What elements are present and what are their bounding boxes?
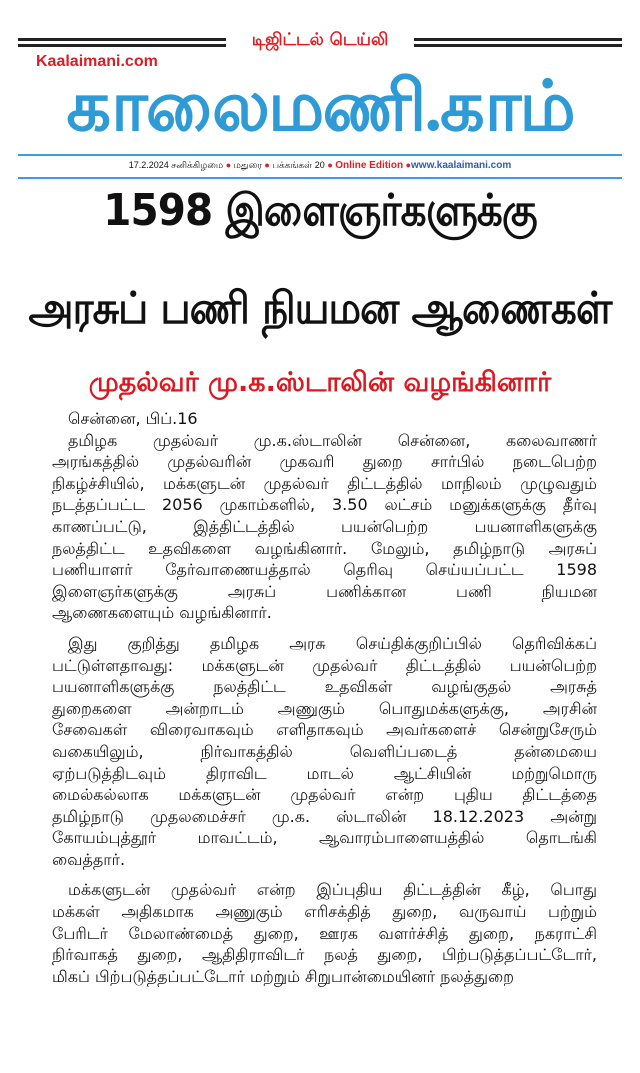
text-line: பட்டுள்ளதாவது: மக்களுடன் முதல்வர் திட்டத்தில் பயன்பெற்ற xyxy=(52,655,597,675)
article-body xyxy=(52,408,597,987)
text-line: துறைகளை அன்றாடம் அணுகும் பொதுமக்களுக்கு, அரசின் xyxy=(52,698,597,718)
text-line: அரங்கத்தில் முதல்வரின் முகவரி துறை சார்பில் நடைபெற்ற xyxy=(52,452,597,472)
text-line: மைல்கல்லாக மக்களுடன் முதல்வர் என்ற புதிய திட்டத்தை xyxy=(52,785,597,805)
text-line: வகையிலும், நிர்வாகத்தில் வெளிப்படைத் தன்மையை xyxy=(52,741,597,761)
article-paragraph xyxy=(52,879,597,987)
website-link[interactable]: www.kaalaimani.com xyxy=(411,160,512,171)
bullet-icon: ● xyxy=(225,160,232,170)
text-line: கோயம்புத்தூர் மாவட்டம், ஆவாரம்பாளையத்தில் தொடங்கி xyxy=(52,828,597,848)
text-line: ஆணைகளையும் வழங்கினார். xyxy=(52,603,272,623)
headline-line-1: 1598 இளைஞர்களுக்கு xyxy=(103,185,537,236)
text-line: ஏற்படுத்திடவும் திராவிட மாடல் ஆட்சியின் மற்றுமொரு xyxy=(52,763,597,783)
newspaper-logo: காலைமணி.காம் xyxy=(66,69,574,146)
text-line: நிர்வாகத் துறை, ஆதிதிராவிடர் நலத் துறை, பிற்படுத்தப்பட்டோர், xyxy=(52,945,597,965)
site-url: Kaalaimani.com xyxy=(36,53,158,70)
text-line: தமிழக முதல்வர் மு.க.ஸ்டாலின் சென்னை, கலைவாணர் xyxy=(68,430,597,450)
text-line: மிகப் பிற்படுத்தப்பட்டோர் மற்றும் சிறுபான்மையினர் நலத்துறை xyxy=(52,966,514,986)
text-line: நடத்தப்பட்ட 2056 முகாம்களில், 3.50 லட்சம் மனுக்களுக்கு தீர்வு xyxy=(52,495,597,515)
text-line: மக்கள் அதிகமாக அணுகும் எரிசக்தித் துறை, வருவாய் பற்றும் xyxy=(52,902,597,922)
text-line: பயனாளிகளுக்கு நலத்திட்ட உதவிகள் வழங்குதல் அரசுத் xyxy=(52,677,597,697)
edition-info xyxy=(0,160,640,172)
subheadline: முதல்வர் மு.க.ஸ்டாலின் வழங்கினார் xyxy=(88,367,552,398)
issue-date: 17.2.2024 சனிக்கிழமை xyxy=(128,160,224,170)
article-paragraph xyxy=(52,633,597,871)
text-line: சேவைகள் விரைவாகவும் எளிதாகவும் அவர்களைச் சென்றுசேரும் xyxy=(52,720,597,740)
edition-label: Online Edition xyxy=(335,160,404,171)
text-line: தமிழ்நாடு முதலமைச்சர் மு.க. ஸ்டாலின் 18.12.2023 அன்று xyxy=(52,806,597,826)
masthead-tagline: டிஜிட்டல் டெய்லி xyxy=(251,30,389,50)
city: மதுரை xyxy=(233,160,262,170)
bullet-icon: ● xyxy=(327,160,333,170)
text-line: காணப்பட்டு, இத்திட்டத்தில் பயன்பெற்ற பயனாளிகளுக்கு xyxy=(52,516,597,536)
text-line: நலத்திட்ட உதவிகளை வழங்கினார். மேலும், தமிழ்நாடு அரசுப் xyxy=(52,538,597,558)
text-line: இது குறித்து தமிழக அரசு செய்திக்குறிப்பில் தெரிவிக்கப் xyxy=(68,633,597,653)
bullet-icon: ● xyxy=(405,160,412,170)
dateline: சென்னை, பிப்.16 xyxy=(68,409,198,428)
text-line: இளைஞர்களுக்கு அரசுப் பணிக்கான பணி நியமன xyxy=(52,581,597,601)
text-line: பேரிடர் மேலாண்மைத் துறை, ஊரக வளர்ச்சித் துறை, நகராட்சி xyxy=(52,923,597,943)
text-line: பணியாளர் தேர்வாணையத்தால் தெரிவு செய்யப்பட்ட 1598 xyxy=(52,560,597,580)
text-line: வைத்தார். xyxy=(52,849,126,869)
bullet-icon: ● xyxy=(264,160,270,170)
headline-line-2: அரசுப் பணி நியமன ஆணைகள் xyxy=(28,283,612,334)
page-count: பக்கங்கள் 20 xyxy=(272,160,325,170)
divider xyxy=(18,154,622,156)
text-line: மக்களுடன் முதல்வர் என்ற இப்புதிய திட்டத்தின் கீழ், பொது xyxy=(68,880,597,900)
divider xyxy=(18,177,622,179)
article-paragraph xyxy=(52,430,597,624)
text-line: நிகழ்ச்சியில், மக்களுடன் முதல்வர் திட்டத்தில் மாநிலம் முழுவதும் xyxy=(52,473,597,493)
